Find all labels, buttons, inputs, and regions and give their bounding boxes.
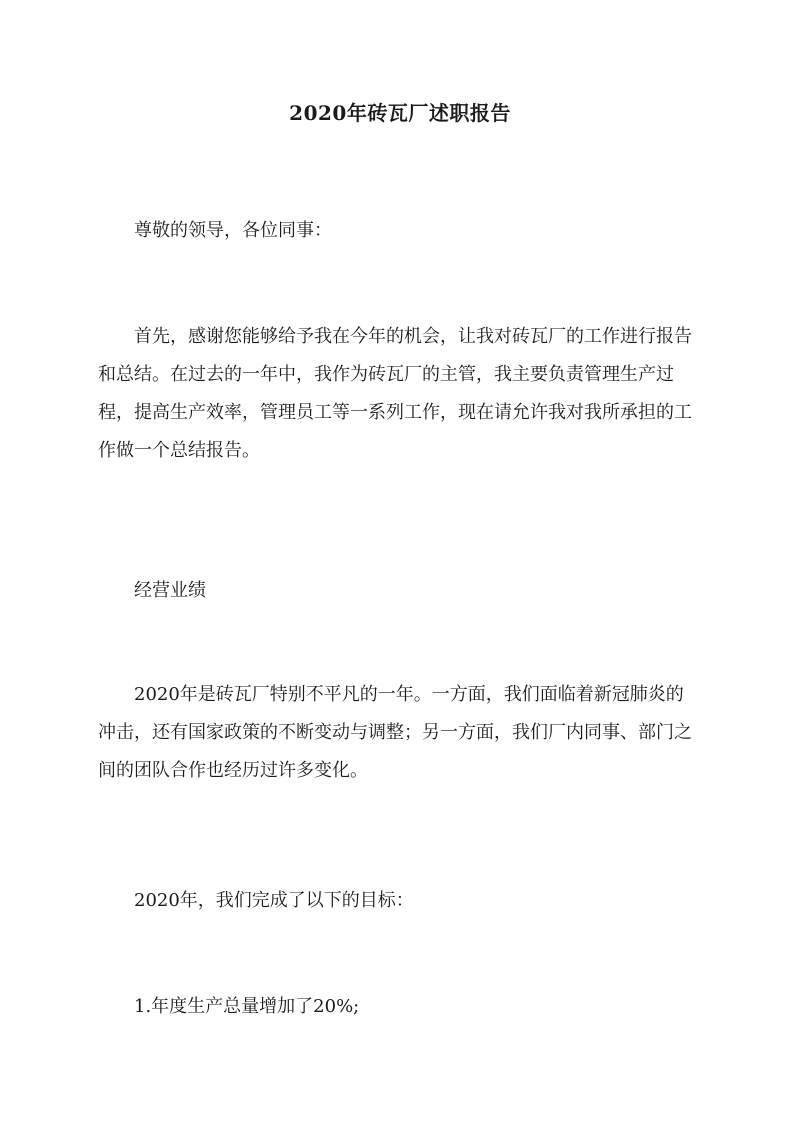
intro-paragraph: 首先，感谢您能够给予我在今年的机会，让我对砖瓦厂的工作进行报告和总结。在过去的一年中，我作为砖瓦厂的主管，我主要负责管理生产过程，提高生产效率，管理员工等一系列工作，现在请允许我对我所承担的工作做一个总结报告。: [98, 326, 692, 461]
document-title: 2020年砖瓦厂述职报告: [289, 101, 511, 125]
goal-item-1: 1.年度生产总量增加了20%;: [134, 996, 360, 1017]
section-heading: 经营业绩: [134, 580, 206, 601]
salutation: 尊敬的领导，各位同事：: [134, 220, 332, 241]
goals-intro: 2020年，我们完成了以下的目标：: [134, 890, 414, 911]
performance-paragraph: 2020年是砖瓦厂特别不平凡的一年。一方面，我们面临着新冠肺炎的冲击，还有国家政策的不断变动与调整；另一方面，我们厂内同事、部门之间的团队合作也经历过许多变化。: [98, 684, 692, 781]
